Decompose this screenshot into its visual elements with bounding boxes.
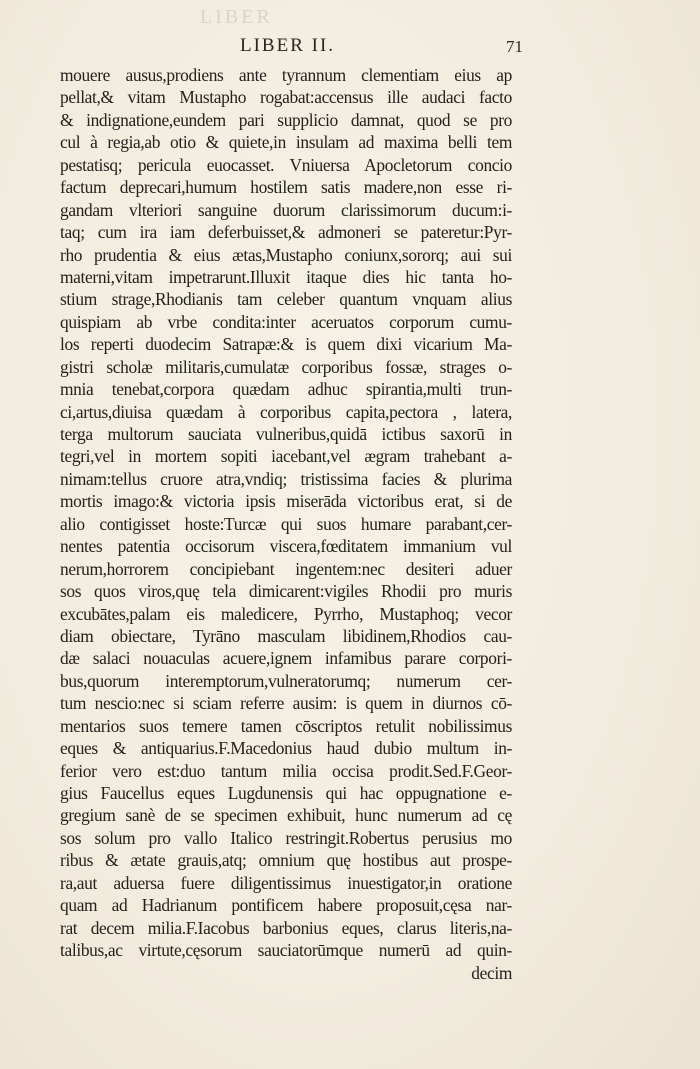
running-head: LIBER II.	[240, 35, 336, 56]
text-line: talibus,ac virtute,cęsorum sauciatorūmque numerū ad quin-	[60, 940, 512, 961]
text-line: pestatisq; pericula euocasset. Vniuersa Apocletorum concio	[60, 154, 512, 175]
text-line: ci,artus,diuisa quædam à corporibus capita,pectora , latera,	[60, 401, 512, 422]
text-line: excubātes,palam eis maledicere, Pyrrho, Mustaphoq; vecor	[60, 603, 512, 624]
text-line: cul à regia,ab otio & quiete,in insulam ad maxima belli tem	[60, 132, 512, 153]
text-line: pellat,& vitam Mustapho rogabat:accensus ille audaci facto	[60, 87, 512, 108]
text-line: stium strage,Rhodianis tam celeber quantum vnquam alius	[60, 289, 512, 310]
text-line: eques & antiquarius.F.Macedonius haud dubio multum in-	[60, 738, 512, 759]
text-line: mnia tenebat,corpora quædam adhuc spirantia,multi trun-	[60, 379, 512, 400]
text-line: quam ad Hadrianum pontificem habere proposuit,cęsa nar-	[60, 895, 512, 916]
text-line: quispiam ab vrbe condita:inter aceruatos corporum cumu-	[60, 311, 512, 332]
text-line: rat decem milia.F.Iacobus barbonius eques, clarus literis,na-	[60, 917, 512, 938]
body-text	[60, 64, 512, 984]
text-line: gandam vlteriori sanguine duorum clarissimorum ducum:i-	[60, 199, 512, 220]
text-line: ferior vero est:duo tantum milia occisa prodit.Sed.F.Geor-	[60, 760, 512, 781]
text-line: ribus & ætate grauis,atq; omnium quę hostibus aut prospe-	[60, 850, 512, 871]
bleed-through-text: LIBER	[200, 6, 273, 28]
text-line: diam obiectare, Tyrāno masculam libidinem,Rhodios cau-	[60, 625, 512, 646]
text-line: & indignatione,eundem pari supplicio damnat, quod se pro	[60, 109, 512, 130]
text-line: mouere ausus,prodiens ante tyrannum clementiam eius ap	[60, 65, 512, 85]
text-line: nentes patentia occisorum viscera,fœditatem immanium vul	[60, 536, 512, 557]
text-line: ra,aut aduersa fuere diligentissimus inuestigator,in oratione	[60, 872, 512, 893]
text-line: rho prudentia & eius ætas,Mustapho coniunx,sororq; aui sui	[60, 244, 512, 265]
text-line: decim	[471, 962, 512, 983]
text-line: mentarios suos temere tamen cōscriptos retulit nobilissimus	[60, 715, 512, 736]
text-line: nimam:tellus cruore atra,vndiq; tristissima facies & plurima	[60, 468, 512, 489]
text-line: terga multorum sauciata vulneribus,quidā ictibus saxorū in	[60, 424, 512, 444]
text-line: sos solum pro vallo Italico restringit.Robertus perusius mo	[60, 827, 512, 848]
text-line: alio contigisset hoste:Turcæ qui suos humare parabant,cer-	[60, 513, 512, 534]
text-line: taq; cum ira iam deferbuisset,& admoneri se pateretur:Pyr-	[60, 222, 512, 243]
text-line: nerum,horrorem concipiebant ingentem:nec desiteri aduer	[60, 558, 512, 579]
text-line: mortis imago:& victoria ipsis miserāda victoribus erat, si de	[60, 491, 512, 512]
page-number: 71	[506, 37, 523, 56]
text-line: tegri,vel in mortem sopiti iacebant,vel ægram trahebant a-	[60, 446, 512, 467]
text-line: materni,vitam impetrarunt.Illuxit itaque dies hic tanta ho-	[60, 266, 512, 287]
text-line: bus,quorum interemptorum,vulneratorumq; numerum cer-	[60, 670, 512, 691]
text-line: tum nescio:nec si sciam referre ausim: is quem in diurnos cō-	[60, 693, 512, 714]
text-line: gistri scholæ militaris,cumulatæ corporibus fossæ, strages o-	[60, 356, 512, 377]
text-line: los reperti duodecim Satrapæ:& is quem dixi vicarium Ma-	[60, 334, 512, 355]
text-line: dæ salaci nouaculas acuere,ignem infamibus parare corpori-	[60, 648, 512, 669]
text-line: gius Faucellus eques Lugdunensis qui hac oppugnatione e-	[60, 783, 512, 803]
text-line: factum deprecari,humum hostilem satis madere,non esse ri-	[60, 177, 512, 198]
text-line: sos quos viros,quę tela dimicarent:vigiles Rhodii pro muris	[60, 581, 512, 602]
text-line: gregium sanè de se specimen exhibuit, hunc numerum ad cę	[60, 805, 512, 826]
